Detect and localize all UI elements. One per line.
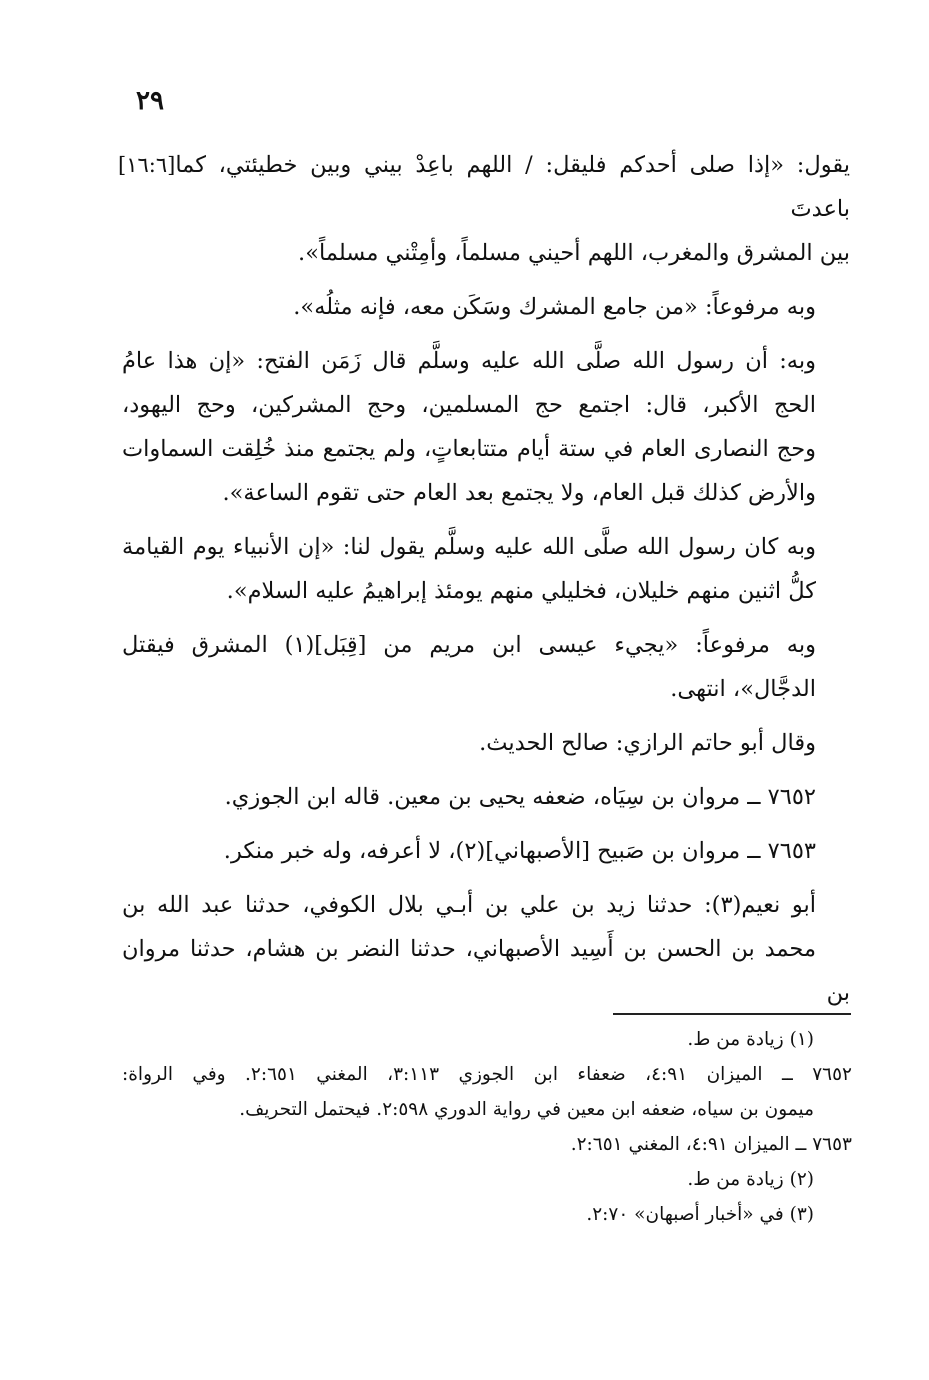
text-line: يقول: «إذا صلى أحدكم فليقل: / اللهم باعِدْ بيني وبين خطيئتي، كما باعدتَ xyxy=(175,152,850,222)
text-line: محمد بن الحسن بن أَسِيد الأصبهاني، حدثنا النضر بن هشام، حدثنا مروان بن xyxy=(122,936,850,1006)
footnote-7653: ٧٦٥٣ ــ الميزان ٤:٩١، المغني ٢:٦٥١. xyxy=(570,1134,852,1155)
footnote-1: (١) زيادة من ط. xyxy=(687,1029,814,1050)
footnote-3: (٣) في «أخبار أصبهان» ٢:٧٠. xyxy=(586,1204,814,1225)
entry-7652 xyxy=(122,775,850,819)
text-line: وبه مرفوعاً: «يجيء عيسى ابن مريم من [قِبَل](١) المشرق فيقتل xyxy=(122,632,816,658)
text-line: وبه: أن رسول الله صلَّى الله عليه وسلَّم قال زَمَن الفتح: «إن هذا عامُ xyxy=(122,348,816,374)
paragraph-abu-hatim xyxy=(122,721,850,765)
footnote-divider xyxy=(613,1013,851,1015)
text-line: وقال أبو حاتم الرازي: صالح الحديث. xyxy=(479,730,816,756)
text-line: الحج الأكبر، قال: اجتمع حج المسلمين، وحج المشركين، وحج اليهود، xyxy=(122,392,816,418)
main-text xyxy=(118,143,850,1025)
text-line: الدجَّال»، انتهى. xyxy=(670,676,816,702)
text-line: بين المشرق والمغرب، اللهم أحيني مسلماً، وأمِتْني مسلماً». xyxy=(298,240,850,266)
text-line: ٧٦٥٢ ــ مروان بن سِيَاه، ضعفه يحيى بن معين. قاله ابن الجوزي. xyxy=(224,784,816,810)
footnote-7652: ٧٦٥٢ ــ الميزان ٤:٩١، ضعفاء ابن الجوزي ٣:١١٣، المغني ٢:٦٥١. وفي الرواة: xyxy=(122,1064,852,1085)
paragraph-prophets-khalil xyxy=(122,525,850,613)
paragraph-abu-nuaym xyxy=(122,883,850,1015)
page-number: ٢٩ xyxy=(136,86,164,116)
entry-7653 xyxy=(122,829,850,873)
paragraph-hadith-prayer xyxy=(118,143,850,275)
footnote-2: (٢) زيادة من ط. xyxy=(687,1169,814,1190)
paragraph-hajj-akbar xyxy=(122,339,850,515)
manuscript-page-reference: [١٦:٦] xyxy=(118,153,176,177)
text-line: وبه مرفوعاً: «من جامع المشرك وسَكَن معه، فإنه مثلُه». xyxy=(293,294,816,320)
paragraph-marfu-mushrik xyxy=(122,285,850,329)
text-line: وحج النصارى العام في ستة أيام متتابعاتٍ، ولم يجتمع منذ خُلِقت السماوات xyxy=(122,436,816,462)
text-line: والأرض كذلك قبل العام، ولا يجتمع بعد العام حتى تقوم الساعة». xyxy=(222,480,816,506)
text-line: وبه كان رسول الله صلَّى الله عليه وسلَّم يقول لنا: «إن الأنبياء يوم القيامة xyxy=(122,534,816,560)
text-line: كلُّ اثنين منهم خليلان، فخليلي منهم يومئذ إبراهيمُ عليه السلام». xyxy=(226,578,816,604)
footnotes xyxy=(122,1022,852,1232)
paragraph-isa-dajjal xyxy=(122,623,850,711)
footnote-7652-continuation: ميمون بن سياه، ضعفه ابن معين في رواية الدوري ٢:٥٩٨. فيحتمل التحريف. xyxy=(239,1099,814,1120)
text-line: أبو نعيم(٣): حدثنا زيد بن علي بن أبـي بلال الكوفي، حدثنا عبد الله بن xyxy=(122,892,816,918)
text-line: ٧٦٥٣ ــ مروان بن صَبيح [الأصبهاني](٢)، لا أعرفه، وله خبر منكر. xyxy=(223,838,816,864)
